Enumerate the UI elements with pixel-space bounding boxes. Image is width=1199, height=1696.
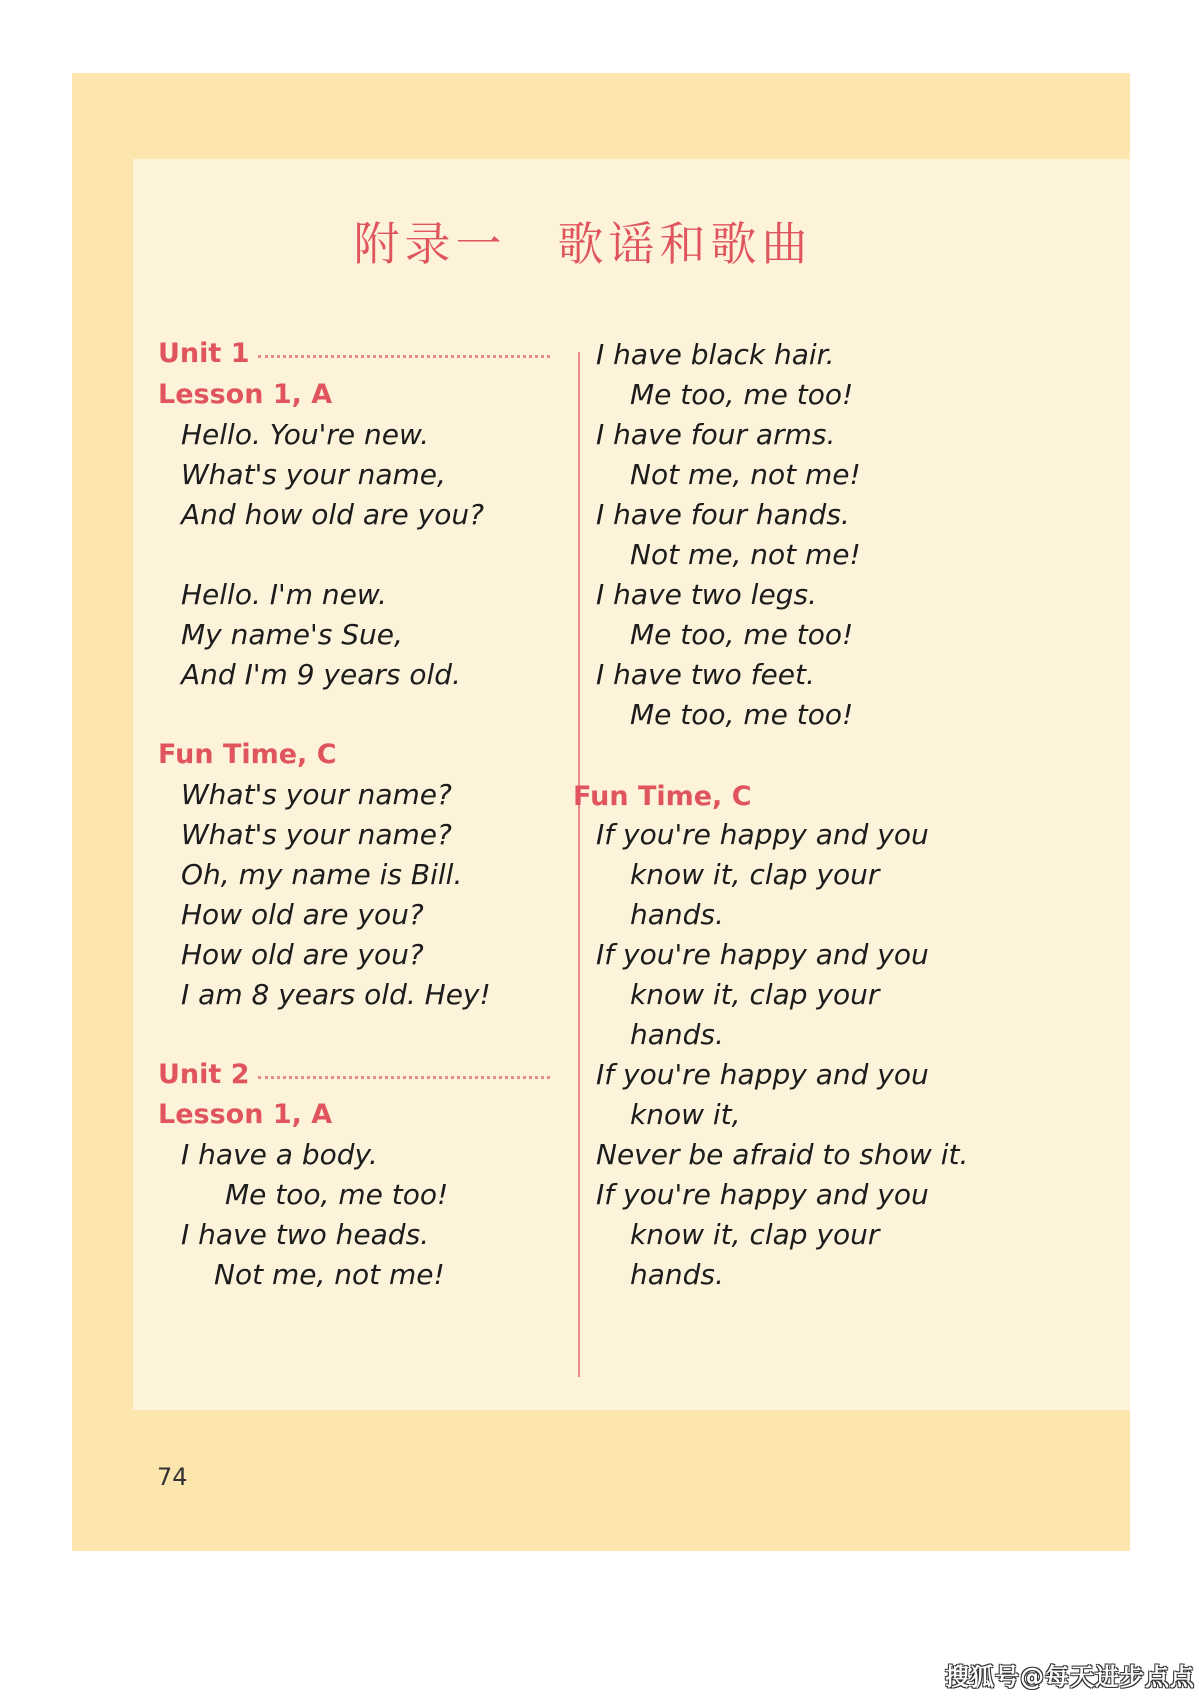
page-number: 74: [157, 1463, 188, 1491]
lyric-line: How old are you?: [181, 898, 424, 931]
unit-2-label: Unit 2: [158, 1059, 250, 1090]
lyric-line: Me too, me too!: [225, 1178, 449, 1211]
lyric-line: What's your name?: [181, 778, 452, 811]
watermark: 搜狐号@每天进步点点: [945, 1663, 1195, 1691]
right-funtime-heading: Fun Time, C: [573, 781, 752, 812]
lyric-line: If you're happy and you: [596, 938, 929, 971]
lyric-line: And I'm 9 years old.: [181, 658, 461, 691]
lyric-line: hands.: [630, 898, 724, 931]
lyric-line: Hello. You're new.: [181, 418, 429, 451]
lyric-line: Not me, not me!: [630, 538, 861, 571]
lyric-line: Me too, me too!: [630, 378, 854, 411]
unit-2-heading: [158, 1054, 550, 1096]
lyric-line: hands.: [630, 1018, 724, 1051]
unit-2-lesson-heading: Lesson 1, A: [158, 1099, 333, 1130]
lyric-line: I have two feet.: [596, 658, 815, 691]
lyric-line: Not me, not me!: [630, 458, 861, 491]
lyric-line: I have black hair.: [596, 338, 835, 371]
lyric-line: Oh, my name is Bill.: [181, 858, 463, 891]
unit-1-heading: [158, 333, 550, 375]
lyric-line: I have four hands.: [596, 498, 850, 531]
lyric-line: Hello. I'm new.: [181, 578, 387, 611]
unit-1-label: Unit 1: [158, 338, 250, 369]
unit-1-lesson-heading: Lesson 1, A: [158, 379, 333, 410]
lyric-line: know it, clap your: [630, 1218, 880, 1251]
lyric-line: Never be afraid to show it.: [596, 1138, 969, 1171]
lyric-line: Me too, me too!: [630, 618, 854, 651]
lyric-line: If you're happy and you: [596, 1178, 929, 1211]
lyric-line: hands.: [630, 1258, 724, 1291]
column-divider: [578, 352, 580, 1377]
unit-1-funtime-heading: Fun Time, C: [158, 739, 337, 770]
lyric-line: How old are you?: [181, 938, 424, 971]
lyric-line: Not me, not me!: [214, 1258, 445, 1291]
dotted-leader: [258, 1076, 551, 1079]
lyric-line: I have four arms.: [596, 418, 836, 451]
lyric-line: My name's Sue,: [181, 618, 403, 651]
lyric-line: What's your name,: [181, 458, 446, 491]
lyric-line: I have two legs.: [596, 578, 817, 611]
lyric-line: know it, clap your: [630, 978, 880, 1011]
lyric-line: I am 8 years old. Hey!: [181, 978, 491, 1011]
page-title: 附录一 歌谣和歌曲: [353, 217, 813, 271]
lyric-line: And how old are you?: [181, 498, 484, 531]
lyric-line: I have two heads.: [181, 1218, 430, 1251]
lyric-line: If you're happy and you: [596, 818, 929, 851]
lyric-line: Me too, me too!: [630, 698, 854, 731]
lyric-line: know it, clap your: [630, 858, 880, 891]
lyric-line: know it,: [630, 1098, 741, 1131]
lyric-line: If you're happy and you: [596, 1058, 929, 1091]
dotted-leader: [258, 355, 551, 358]
lyric-line: I have a body.: [181, 1138, 378, 1171]
lyric-line: What's your name?: [181, 818, 452, 851]
